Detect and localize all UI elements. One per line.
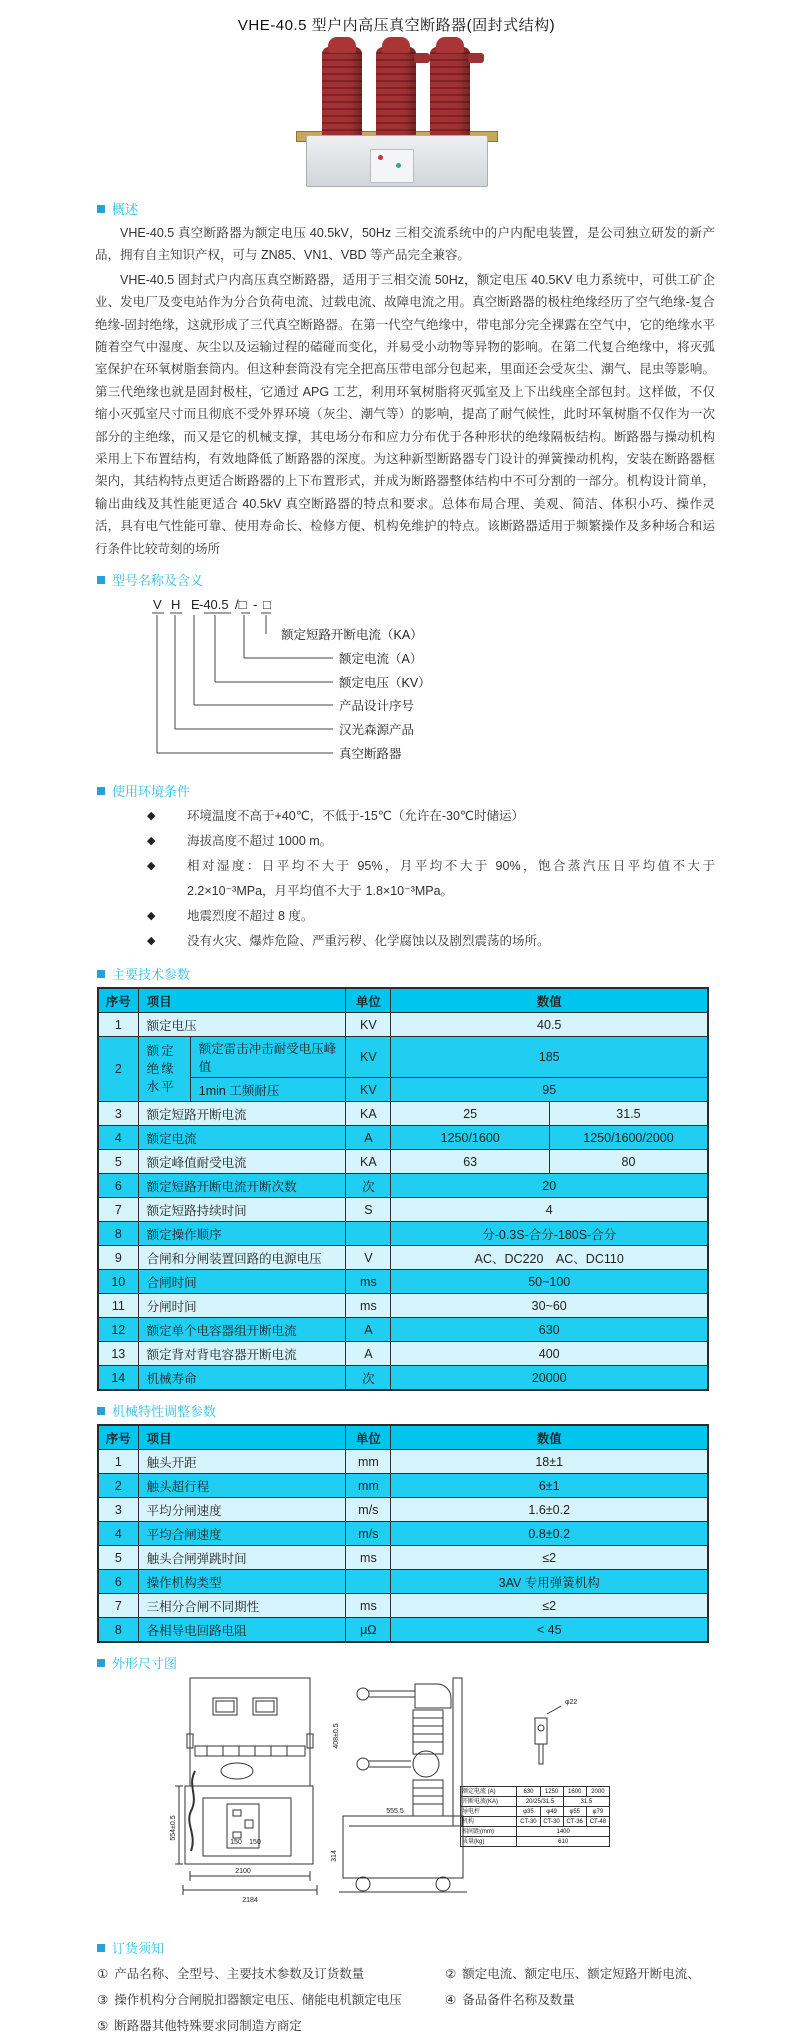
list-item [95,804,715,829]
cell-unit: A [346,1342,391,1366]
section-heading-label: 主要技术参数 [112,967,191,983]
paragraph-text: VHE-40.5 固封式户内高压真空断路器，适用于三相交流 50Hz，额定电压 40.5KV 电力系统中，可供工矿企业、发电厂及变电站作为分合负荷电流、过载电流、故障电流之用。真空断路器的极柱绝缘经历了空气绝缘-复合绝缘-固封绝缘，这就形成了三代真空断路器。在第一代空气绝缘中，带电部分完全裸露在空气中，它的绝缘水平随着空气中湿度、灰尘以及运输过程的磕碰而变化，并易受小动物等异物的影响。在第二代复合绝缘中，将灭弧室保护在环氧树脂套筒内。但这种套筒没有完全把高压带电部分包起来，里面还会受灰尘、潮气、昆虫等影响。第三代绝缘也就是固封极柱，它通过 APG 工艺，利用环氧树脂将灭弧室及上下出线座全部包封。这样做，不仅缩小灭弧室尺寸而且彻底不受外界环境（灰尘、潮气等）的影响，提高了耐气候性，此时环氧树脂不仅作为一次部分的主绝缘，而又是它的机械支撑，其电场分布和应力分布优于各种形状的绝缘隔板结构。断路器与操动机构采用上下布置结构，有效地降低了断路器的深度。为这种新型断路器专门设计的弹簧操动机构，安装在断路器框架内，其结构特点更适合断路器的上下布置形式，并成为断路器整体结构中不可分割的一部分。机构设计简单，输出曲线及其性能更适合 40.5kV 真空断路器的特点和要求。总体布局合理、美观、简洁、体积小巧、操作灵活，具有电气性能可靠、使用寿命长、检修方便、机构免维护的特点。该断路器适用于频繁操作及多种场合和运行条件比较苛刻的场所 [95,272,715,556]
cell-item: 额定短路开断电流开断次数 [138,1174,346,1198]
cell-no: 8 [98,1222,138,1246]
cell-value: 1400 [517,1827,610,1837]
cell-value: 1600 [563,1787,586,1797]
cell-item: 合闸和分闸装置回路的电源电压 [138,1246,346,1270]
diamond-bullet-icon: ◆ [147,935,156,948]
table-row [98,1318,708,1342]
cell-unit: ms [346,1270,391,1294]
environment-conditions-list [95,804,715,954]
breaker-pole [376,47,416,139]
cell-item: 额定背对背电容器开断电流 [138,1342,346,1366]
cell-no: 1 [98,1450,138,1474]
cell-no: 5 [98,1150,138,1174]
list-item [95,829,715,854]
circled-number-icon: ⑤ [97,2019,109,2034]
table-row [98,1246,708,1270]
cell-unit: KV [346,1078,391,1102]
cell-item: 触头合闸弹跳时间 [138,1546,346,1570]
cell-value: 20/25/31.5 [517,1797,563,1807]
dimension-label: 314 [331,1850,338,1862]
section-heading-model [97,570,715,589]
section-heading-label: 机械特性调整参数 [112,1404,217,1420]
cell-value: < 45 [391,1618,708,1643]
bullet-square-icon [97,1407,105,1415]
ordering-item-text: 操作机构分合闸脱扣器额定电压、储能电机额定电压 [114,1993,402,2008]
cell-value: 25 [391,1102,550,1126]
table-row [98,1450,708,1474]
pole-terminal [468,53,484,63]
ordering-notes [97,1961,715,2039]
indicator-dot [378,155,383,160]
model-label: 汉光森源产品 [339,723,415,738]
table-row [98,1570,708,1594]
table-row [461,1817,610,1827]
cell-item: 分闸时间 [138,1294,346,1318]
cell-unit: mm [346,1474,391,1498]
table-row [98,1270,708,1294]
cell-item: 三相分合闸不同期性 [138,1594,346,1618]
table-row [98,1294,708,1318]
cell-value: ≤2 [391,1594,708,1618]
cell-item: 额定单个电容器组开断电流 [138,1318,346,1342]
cell-unit: m/s [346,1498,391,1522]
section-heading-label: 外形尺寸图 [112,1656,178,1672]
cell-unit: 次 [346,1174,391,1198]
cell-unit [346,1570,391,1594]
cell-value: 2000 [586,1787,609,1797]
table-row [461,1787,610,1797]
list-item-text: 地震烈度不超过 8 度。 [187,909,314,924]
cell-value: φ35 [517,1807,540,1817]
cell-no: 9 [98,1246,138,1270]
table-row [98,1618,708,1643]
cell-no: 4 [98,1126,138,1150]
ordering-item-text: 额定电流、额定电压、额定短路开断电流、 [462,1967,700,1982]
cell-unit: KA [346,1150,391,1174]
list-item [95,929,715,954]
cell-value: 分-0.3S-合分-180S-合分 [391,1222,708,1246]
cell-item: 操作机构类型 [138,1570,346,1594]
table-row [98,1594,708,1618]
table-row [461,1827,610,1837]
table-row [98,1126,708,1150]
table-row [461,1837,610,1847]
dimension-label: φ22 [565,1699,578,1707]
cell-value: 50~100 [391,1270,708,1294]
header-cell: 数值 [391,988,708,1013]
mechanical-parameters-table [97,1424,709,1643]
cell-value: 31.5 [563,1797,609,1807]
cell-no: 2 [98,1037,138,1102]
cell-value: 80 [549,1150,708,1174]
cell-label: 相间距(mm) [461,1827,517,1837]
cell-value: 185 [391,1037,708,1078]
bullet-square-icon [97,205,105,213]
section-heading-label: 使用环境条件 [112,784,191,800]
cell-no: 1 [98,1013,138,1037]
ordering-item [445,1961,715,1987]
table-row [98,1102,708,1126]
cell-value: φ55 [563,1807,586,1817]
cell-unit: μΩ [346,1618,391,1643]
model-code-e: E [191,597,200,613]
cell-unit: ms [346,1594,391,1618]
section-heading-label: 订货须知 [112,1941,165,1957]
cell-unit: KV [346,1037,391,1078]
section-heading-overview [97,199,715,218]
pole-terminal [414,53,430,63]
list-item [95,854,715,904]
cell-no: 4 [98,1522,138,1546]
header-cell: 单位 [346,1425,391,1450]
model-label: 真空断路器 [339,747,402,762]
table-row [98,1222,708,1246]
cell-no: 10 [98,1270,138,1294]
cell-value: 3AV 专用弹簧机构 [391,1570,708,1594]
bullet-square-icon [97,970,105,978]
cell-item: 机械寿命 [138,1366,346,1391]
section-heading-ordering [97,1938,715,1957]
table-row [98,1546,708,1570]
diamond-bullet-icon: ◆ [147,835,156,848]
dimension-label: 408±0.5 [333,1723,340,1749]
cell-value: 4 [391,1198,708,1222]
cell-label: 机构 [461,1817,517,1827]
breaker-pole [322,47,362,139]
cell-no: 8 [98,1618,138,1643]
model-code-v: V [153,597,162,613]
model-code-h: H [171,597,181,613]
table-row [98,1150,708,1174]
ordering-item [97,1987,445,2013]
cell-value: 630 [517,1787,540,1797]
cell-value: ≤2 [391,1546,708,1570]
cell-item: 1min 工频耐压 [190,1078,346,1102]
model-code-box1: /□ [235,597,247,613]
cell-value: 6±1 [391,1474,708,1498]
cell-item: 额定短路持续时间 [138,1198,346,1222]
cell-no: 13 [98,1342,138,1366]
cell-item: 触头超行程 [138,1474,346,1498]
cell-item: 额定短路开断电流 [138,1102,346,1126]
cell-value: 30~60 [391,1294,708,1318]
cell-value: 0.8±0.2 [391,1522,708,1546]
model-code-dash: - [253,597,258,613]
model-code-num: -40.5 [199,597,229,613]
cell-no: 5 [98,1546,138,1570]
cell-item: 额定电流 [138,1126,346,1150]
overview-paragraph-2 [95,269,715,560]
cell-value: 20 [391,1174,708,1198]
cell-no: 6 [98,1174,138,1198]
dimension-label: 554±0.5 [170,1815,177,1841]
table-row [98,1037,708,1078]
cell-value: 18±1 [391,1450,708,1474]
cell-item: 各相导电回路电阻 [138,1618,346,1643]
cell-item: 额定峰值耐受电流 [138,1150,346,1174]
header-cell: 单位 [346,988,391,1013]
circled-number-icon: ① [97,1967,109,1982]
product-photo [292,43,502,189]
section-heading-mech-params [97,1401,715,1420]
cell-value: CT-30 [517,1817,540,1827]
section-heading-label: 型号名称及含义 [112,573,204,589]
cell-no: 12 [98,1318,138,1342]
overview-paragraph-1 [95,222,715,267]
cell-label: 开断电流(KA) [461,1797,517,1807]
list-item-text: 海拔高度不超过 1000 m。 [187,834,333,849]
diamond-bullet-icon: ◆ [147,810,156,823]
cell-unit: V [346,1246,391,1270]
header-cell: 项目 [138,1425,346,1450]
cell-value: φ49 [540,1807,563,1817]
outline-dimension-drawing [95,1676,715,1928]
cell-value: 400 [391,1342,708,1366]
cell-value: CT-36 [563,1817,586,1827]
dimension-label: 2100 [235,1868,251,1876]
cell-no: 14 [98,1366,138,1391]
cell-unit: ms [346,1294,391,1318]
cell-unit: ms [346,1546,391,1570]
section-heading-environment [97,781,715,800]
cell-item: 额定操作顺序 [138,1222,346,1246]
model-label: 产品设计序号 [339,699,415,714]
mechanism-panel [370,149,414,183]
cell-value: 610 [517,1837,610,1847]
model-code-box2: □ [263,597,271,613]
cell-no: 6 [98,1570,138,1594]
table-row [98,1078,708,1102]
table-row [98,1174,708,1198]
cell-value: 20000 [391,1366,708,1391]
circled-number-icon: ④ [445,1993,457,2008]
diamond-bullet-icon: ◆ [147,910,156,923]
cell-no: 2 [98,1474,138,1498]
cell-value: 1250 [540,1787,563,1797]
table-row [461,1797,610,1807]
circled-number-icon: ③ [97,1993,109,2008]
section-heading-main-params [97,964,715,983]
main-parameters-table [97,987,709,1391]
section-heading-drawing [97,1653,715,1672]
cell-item: 合闸时间 [138,1270,346,1294]
ordering-item [97,2013,445,2039]
table-row [98,1013,708,1037]
cell-item: 触头开距 [138,1450,346,1474]
cell-value: AC、DC220 AC、DC110 [391,1246,708,1270]
cell-unit: S [346,1198,391,1222]
table-row [98,1498,708,1522]
dimension-label: 150 [230,1839,242,1847]
cell-no: 7 [98,1594,138,1618]
breaker-pole [430,47,470,139]
cell-value: 40.5 [391,1013,708,1037]
list-item-text: 相对湿度：日平均不大于 95%，月平均不大于 90%，饱合蒸汽压日平均值不大于 2.2×10⁻³MPa，月平均值不大于 1.8×10⁻³MPa。 [187,859,715,899]
cell-item: 额定雷击冲击耐受电压峰值 [190,1037,346,1078]
cell-label: 额定电流 (A) [461,1787,517,1797]
list-item-text: 环境温度不高于+40℃，不低于-15℃（允许在-30℃时储运） [187,809,524,824]
table-header-row [98,1425,708,1450]
cell-unit [346,1222,391,1246]
table-row [98,1522,708,1546]
cell-value: 31.5 [549,1102,708,1126]
cell-value: 95 [391,1078,708,1102]
cell-item: 平均分闸速度 [138,1498,346,1522]
table-header-row [98,988,708,1013]
cell-value: 630 [391,1318,708,1342]
cell-value: CT-30 [540,1817,563,1827]
list-item-text: 没有火灾、爆炸危险、严重污秽、化学腐蚀以及剧烈震荡的场所。 [187,934,550,949]
cell-value: 1250/1600 [391,1126,550,1150]
cell-unit: m/s [346,1522,391,1546]
bullet-square-icon [97,1659,105,1667]
bullet-square-icon [97,576,105,584]
cell-no: 11 [98,1294,138,1318]
model-label: 额定电压（KV） [339,676,431,691]
dimension-label: 150 [249,1839,261,1847]
model-label: 额定电流（A） [339,652,423,667]
model-designation-diagram [95,593,715,771]
header-cell: 序号 [98,988,138,1013]
table-row [98,1474,708,1498]
ordering-item-text: 断路器其他特殊要求同制造方商定 [114,2019,302,2034]
cell-unit: 次 [346,1366,391,1391]
cell-item: 额定电压 [138,1013,346,1037]
table-row [98,1342,708,1366]
indicator-dot [396,163,401,168]
page-title: VHE-40.5 型户内高压真空断路器(固封式结构) [237,17,556,34]
table-row [98,1198,708,1222]
cell-value: 1250/1600/2000 [549,1126,708,1150]
cell-unit: A [346,1318,391,1342]
drawing-variant-table [460,1786,610,1847]
document-body [95,199,715,2039]
cell-no: 3 [98,1498,138,1522]
cell-unit: A [346,1126,391,1150]
paragraph-text: VHE-40.5 真空断路器为额定电压 40.5kV，50Hz 三相交流系统中的户内配电装置，是公司独立研发的新产品，拥有自主知识产权，可与 ZN85、VN1、VBD 等产品完全兼容。 [95,226,715,263]
dimension-label: 555.5 [386,1808,404,1816]
dimension-label: 2184 [242,1897,258,1905]
circled-number-icon: ② [445,1967,457,1982]
cell-item: 平均合闸速度 [138,1522,346,1546]
cell-unit: mm [346,1450,391,1474]
cell-value: CT-48 [586,1817,609,1827]
list-item [95,904,715,929]
outline-drawing-svg [95,1676,715,1928]
cell-unit: KV [346,1013,391,1037]
cell-no: 7 [98,1198,138,1222]
header-cell: 项目 [138,988,346,1013]
header-cell: 序号 [98,1425,138,1450]
bullet-square-icon [97,1944,105,1952]
section-heading-label: 概述 [112,202,139,217]
cell-unit: KA [346,1102,391,1126]
model-diagram-svg [95,593,715,771]
ordering-item-text: 产品名称、全型号、主要技术参数及订货数量 [114,1967,365,1982]
table-row [98,1366,708,1391]
ordering-item [97,1961,445,1987]
diamond-bullet-icon: ◆ [147,860,156,873]
cell-value: φ79 [586,1807,609,1817]
table-row [461,1807,610,1817]
bullet-square-icon [97,787,105,795]
ordering-item-text: 备品备件名称及数量 [462,1993,575,2008]
cell-value: 1.6±0.2 [391,1498,708,1522]
cell-value: 63 [391,1150,550,1174]
cell-no: 3 [98,1102,138,1126]
model-label: 额定短路开断电流（KA） [281,628,423,643]
cell-label: 质量(kg) [461,1837,517,1847]
header-cell: 数值 [391,1425,708,1450]
ordering-item [445,1987,715,2013]
cell-item-group: 额定绝缘水平 [138,1037,190,1102]
cell-label: 导电杆 [461,1807,517,1817]
